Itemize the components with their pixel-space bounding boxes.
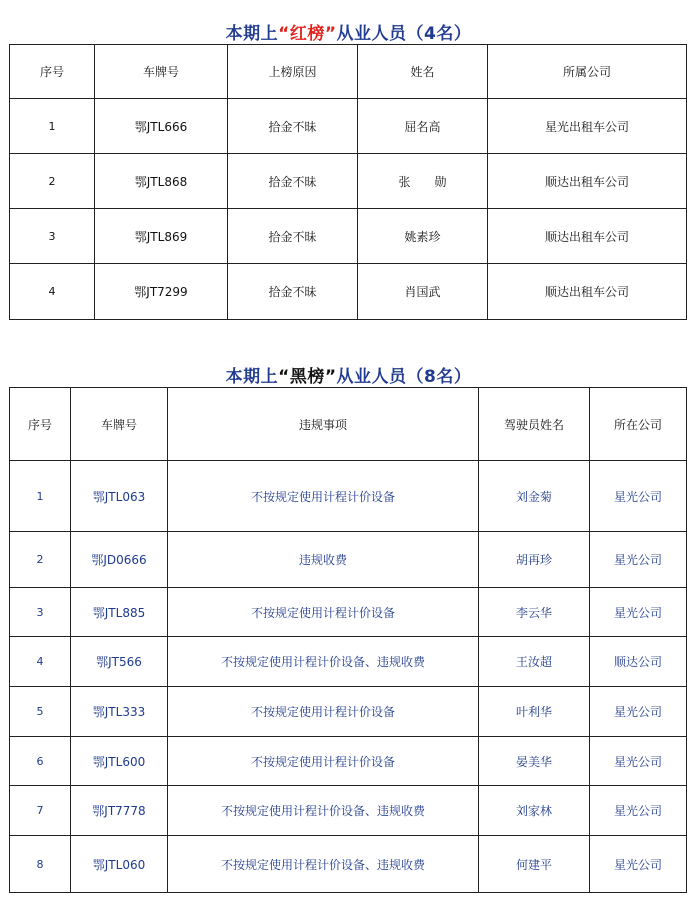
- plate-number: 鄂JT7778: [71, 786, 168, 836]
- row-number: 6: [10, 737, 71, 786]
- black-title-highlight: 黑榜: [289, 367, 325, 387]
- plate-number: 鄂JTL333: [71, 687, 168, 737]
- driver-name: 何建平: [479, 836, 590, 893]
- company: 星光公司: [590, 737, 687, 786]
- table-row: [10, 588, 687, 637]
- red-title-quote-close: ”: [324, 24, 337, 44]
- black-header-row: [10, 388, 687, 461]
- red-header-cell: 姓名: [358, 45, 488, 99]
- row-number: 1: [10, 99, 95, 154]
- person-name: 肖国武: [358, 264, 488, 320]
- company: 星光公司: [590, 532, 687, 588]
- red-title-highlight: 红榜: [289, 24, 325, 44]
- plate-number: 鄂JTL600: [71, 737, 168, 786]
- company: 顺达出租车公司: [488, 264, 687, 320]
- plate-number: 鄂JD0666: [71, 532, 168, 588]
- driver-name: 晏美华: [479, 737, 590, 786]
- black-header-cell: 驾驶员姓名: [479, 388, 590, 461]
- company: 星光公司: [590, 588, 687, 637]
- driver-name: 胡再珍: [479, 532, 590, 588]
- company: 星光公司: [590, 786, 687, 836]
- table-row: [10, 687, 687, 737]
- row-number: 3: [10, 209, 95, 264]
- violation: 不按规定使用计程计价设备: [168, 588, 479, 637]
- driver-name: 刘家林: [479, 786, 590, 836]
- black-title-quote-close: ”: [324, 367, 337, 387]
- plate-number: 鄂JT566: [71, 637, 168, 687]
- table-row: [10, 154, 687, 209]
- person-name: 张 勋: [358, 154, 488, 209]
- red-header-cell: 序号: [10, 45, 95, 99]
- plate-number: 鄂JTL666: [95, 99, 228, 154]
- company: 顺达出租车公司: [488, 209, 687, 264]
- violation: 不按规定使用计程计价设备: [168, 737, 479, 786]
- company: 星光公司: [590, 687, 687, 737]
- row-number: 1: [10, 461, 71, 532]
- black-list-title: [0, 362, 697, 387]
- black-header-cell: 序号: [10, 388, 71, 461]
- red-header-row: [10, 45, 687, 99]
- plate-number: 鄂JTL885: [71, 588, 168, 637]
- red-header-cell: 车牌号: [95, 45, 228, 99]
- row-number: 7: [10, 786, 71, 836]
- company: 星光公司: [590, 836, 687, 893]
- table-row: [10, 737, 687, 786]
- black-header-cell: 违规事项: [168, 388, 479, 461]
- black-title-prefix: 本期上: [225, 367, 279, 387]
- violation: 不按规定使用计程计价设备、违规收费: [168, 637, 479, 687]
- table-row: [10, 637, 687, 687]
- plate-number: 鄂JTL063: [71, 461, 168, 532]
- driver-name: 王汝超: [479, 637, 590, 687]
- row-number: 2: [10, 154, 95, 209]
- reason: 拾金不昧: [228, 99, 358, 154]
- violation: 不按规定使用计程计价设备、违规收费: [168, 836, 479, 893]
- row-number: 5: [10, 687, 71, 737]
- company: 星光公司: [590, 461, 687, 532]
- reason: 拾金不昧: [228, 264, 358, 320]
- violation: 不按规定使用计程计价设备、违规收费: [168, 786, 479, 836]
- table-row: [10, 836, 687, 893]
- red-header-cell: 所属公司: [488, 45, 687, 99]
- violation: 不按规定使用计程计价设备: [168, 461, 479, 532]
- black-title-suffix: 从业人员（8名）: [336, 367, 472, 387]
- violation: 违规收费: [168, 532, 479, 588]
- driver-name: 李云华: [479, 588, 590, 637]
- violation: 不按规定使用计程计价设备: [168, 687, 479, 737]
- plate-number: 鄂JTL060: [71, 836, 168, 893]
- reason: 拾金不昧: [228, 209, 358, 264]
- person-name: 屈名高: [358, 99, 488, 154]
- row-number: 8: [10, 836, 71, 893]
- red-title-quote-open: “: [278, 24, 290, 44]
- table-row: [10, 209, 687, 264]
- row-number: 2: [10, 532, 71, 588]
- table-row: [10, 786, 687, 836]
- red-list-title: [0, 19, 697, 44]
- row-number: 4: [10, 637, 71, 687]
- black-header-cell: 所在公司: [590, 388, 687, 461]
- black-list-table: [9, 387, 687, 893]
- reason: 拾金不昧: [228, 154, 358, 209]
- red-list-table: [9, 44, 687, 320]
- black-title-quote-open: “: [278, 367, 290, 387]
- black-header-cell: 车牌号: [71, 388, 168, 461]
- table-row: [10, 99, 687, 154]
- person-name: 姚素珍: [358, 209, 488, 264]
- red-title-suffix: 从业人员（4名）: [336, 24, 472, 44]
- company: 顺达出租车公司: [488, 154, 687, 209]
- table-row: [10, 532, 687, 588]
- red-title-prefix: 本期上: [225, 24, 279, 44]
- plate-number: 鄂JT7299: [95, 264, 228, 320]
- plate-number: 鄂JTL869: [95, 209, 228, 264]
- red-header-cell: 上榜原因: [228, 45, 358, 99]
- row-number: 4: [10, 264, 95, 320]
- company: 星光出租车公司: [488, 99, 687, 154]
- driver-name: 叶利华: [479, 687, 590, 737]
- plate-number: 鄂JTL868: [95, 154, 228, 209]
- row-number: 3: [10, 588, 71, 637]
- table-row: [10, 264, 687, 320]
- table-row: [10, 461, 687, 532]
- driver-name: 刘金菊: [479, 461, 590, 532]
- company: 顺达公司: [590, 637, 687, 687]
